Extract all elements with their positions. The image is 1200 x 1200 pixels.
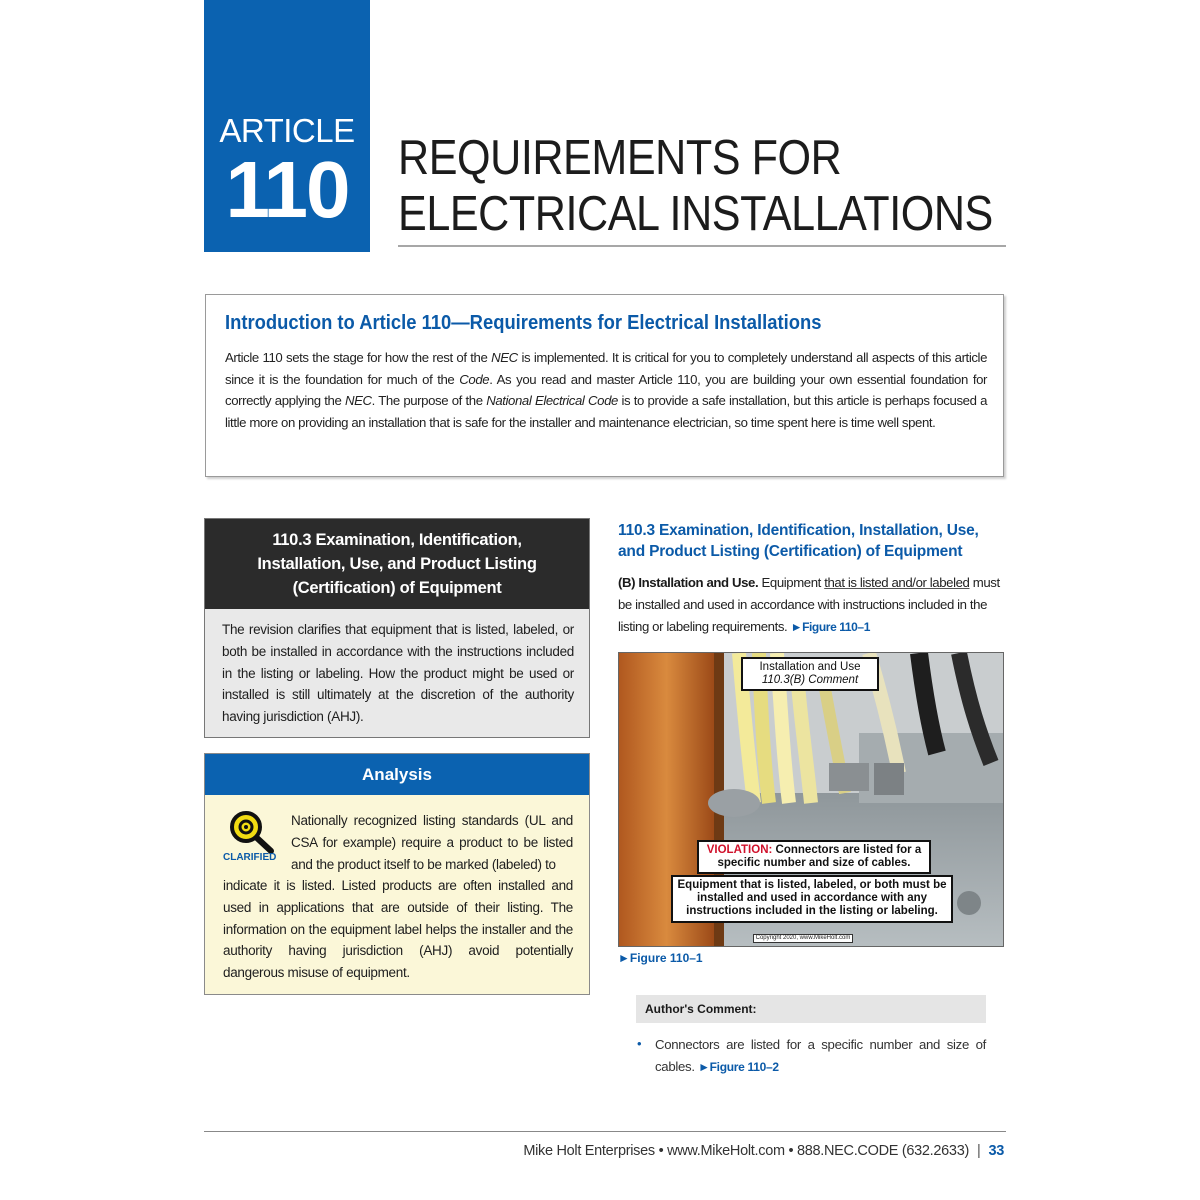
authors-comment-text: Connectors are listed for a specific number and size of cables. ►Figure 110–2 [655, 1037, 986, 1074]
intro-text: Article 110 sets the stage for how the rest of the NEC is implemented. It is critical for you to completely understand all aspects of this article since it is the foundation for much of the Code. As you read and master Article 110, you are building your own essential foundation for correctly applying the NEC. The purpose of the National Electrical Code is to provide a safe installation, but this article is perhaps focused a little more on providing an installation that is safe for the installer and maintenance electrician, so time spent here is time well spent. [225, 350, 988, 430]
callout-violation: VIOLATION: Connectors are listed for a specific number and size of cables. [697, 840, 931, 874]
section-paragraph: (B) Installation and Use. Equipment that is listed and/or labeled must be installed and used in accordance with instructions included in the listing or labeling requirements. ►Figure 110–1 [618, 575, 1000, 634]
bullet: • [637, 1036, 642, 1051]
figure-caption[interactable]: ►Figure 110–1 [618, 951, 703, 965]
change-summary-box [204, 518, 590, 738]
analysis-text-top: Nationally recognized listing standards (UL and CSA for example) require a product to be listed and the product itself to be marked (labeled) to [291, 813, 573, 872]
page-title [398, 130, 1004, 242]
figure-110-1 [618, 652, 1004, 947]
figure-copyright: Copyright 2020, www.MikeHolt.com [753, 934, 853, 943]
figure-link-2[interactable]: ►Figure 110–2 [698, 1059, 779, 1074]
callout-installation-use: Installation and Use 110.3(B) Comment [741, 657, 879, 691]
title-line-1: REQUIREMENTS FOR [398, 131, 842, 185]
intro-heading: Introduction to Article 110—Requirements for Electrical Installations [225, 312, 822, 334]
figure-link[interactable]: ►Figure 110–1 [790, 619, 870, 634]
title-divider [398, 245, 1006, 247]
change-summary-text: The revision clarifies that equipment that is listed, labeled, or both be installed in accordance with the instructions included in the listing or labeling. How the product might be used or installed is still ultimately at the discretion of the authority having jurisdiction (AHJ). [222, 622, 574, 725]
callout-equipment: Equipment that is listed, labeled, or both must be installed and used in accordance with any instructions included in the listing or labeling. [671, 875, 953, 923]
footer-divider [204, 1131, 1006, 1132]
authors-comment-heading: Author's Comment: [636, 995, 986, 1023]
footer-separator: | [977, 1143, 981, 1159]
section-heading: 110.3 Examination, Identification, Installation, Use, and Product Listing (Certification) of Equipment [618, 522, 979, 560]
page-footer [523, 1143, 1004, 1159]
title-line-2: ELECTRICAL INSTALLATIONS [398, 187, 993, 241]
intro-box [205, 294, 1004, 477]
analysis-box [204, 753, 590, 995]
article-number: 110 [225, 145, 349, 234]
article-word: ARTICLE [219, 112, 355, 149]
footer-text: Mike Holt Enterprises • www.MikeHolt.com • 888.NEC.CODE (632.2633) [523, 1143, 969, 1159]
analysis-heading: Analysis [205, 754, 589, 795]
clarified-label: CLARIFIED [223, 852, 277, 863]
page-number: 33 [988, 1143, 1004, 1159]
analysis-text-bottom: indicate it is listed. Listed products are often installed and used in applications that are outside of their listing. The information on the equipment label helps the installer and the authority having jurisdiction (AHJ) avoid potentially dangerous misuse of equipment. [223, 878, 573, 981]
change-summary-heading: 110.3 Examination, Identification, Installation, Use, and Product Listing (Certification) of Equipment [205, 519, 589, 609]
article-tab [204, 0, 370, 252]
